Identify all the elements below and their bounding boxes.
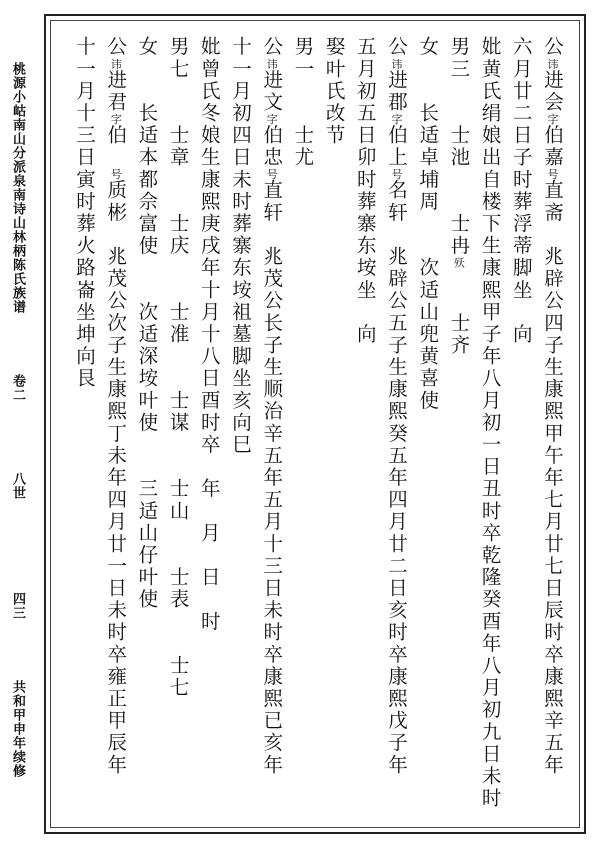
text-column	[290, 36, 314, 826]
text-column	[259, 36, 283, 826]
text-segment: 公	[260, 36, 284, 59]
text-column	[228, 36, 252, 826]
annotation-mark: 字	[109, 113, 123, 125]
text-segment: 娶叶氏改节	[322, 36, 346, 147]
annotation-mark: 字	[265, 113, 279, 125]
text-segment: 直轩 兆茂公长子生顺治辛五年五月十三日未时卒康熙已亥年	[260, 179, 284, 777]
text-segment: 女 长适卓埔周 次适山兜黄喜使	[416, 36, 440, 412]
text-segment: 直斋 兆辟公四子生康熙甲午年七月廿七日辰时卒康熙辛五年	[541, 179, 564, 777]
text-segment: 男一 士尤	[291, 36, 315, 169]
text-column	[509, 36, 533, 826]
text-column	[166, 36, 190, 826]
book-title: 桃源小岵南山分派泉南诗山林柄陈氏族谱	[10, 62, 25, 314]
text-column	[103, 36, 127, 826]
text-segment: 士齐	[447, 268, 471, 357]
annotation-mark: 讳	[109, 58, 123, 70]
annotation-mark: 号	[265, 168, 279, 180]
text-column	[353, 36, 377, 826]
text-segment: 妣曾氏冬娘生康熙庚戌年十月十八日酉时卒 年 月 日 时	[197, 36, 221, 633]
text-segment: 男七 士章 士庆 士准 士谋 士山 士表 士七	[166, 36, 190, 699]
text-column	[540, 36, 564, 826]
annotation-mark: 讳	[546, 58, 559, 70]
page-number: 四三	[10, 592, 25, 620]
annotation-mark: 殀	[452, 257, 466, 268]
text-segment: 公	[104, 36, 128, 59]
text-segment: 十一月十三日寅时葬火路崙坐坤向艮	[73, 36, 96, 390]
text-column	[446, 36, 470, 826]
text-segment: 进文	[260, 69, 284, 114]
text-segment: 公	[385, 36, 408, 59]
text-segment: 妣黄氏绢娘出自楼下生康熙甲子年八月初一日丑时卒乾隆癸酉年八月初九日未时	[478, 36, 502, 810]
text-column	[415, 36, 439, 826]
annotation-mark: 字	[390, 113, 403, 125]
text-segment: 进郡	[385, 69, 408, 114]
text-segment: 女 长适本都佘富使 次适深垵叶使 三适山仔叶使	[135, 36, 159, 611]
text-segment: 六月廿二日子时葬浮蒂脚坐 向	[509, 36, 533, 346]
text-segment: 男三 士池 士冉	[447, 36, 471, 257]
text-column	[197, 36, 221, 826]
annotation-mark: 号	[546, 168, 559, 180]
text-segment: 伯嘉	[541, 124, 564, 169]
text-segment: 伯上	[385, 124, 408, 169]
text-segment: 伯	[104, 124, 128, 169]
annotation-mark: 号	[109, 168, 123, 180]
text-segment: 进会	[541, 69, 564, 114]
text-segment: 五月初五日卯时葬寨东垵坐 向	[353, 36, 377, 346]
text-column	[134, 36, 158, 826]
volume-label: 卷二	[10, 374, 25, 402]
text-segment: 公	[541, 36, 564, 59]
annotation-mark: 号	[390, 168, 403, 180]
text-segment: 伯忠	[260, 124, 284, 169]
text-column	[72, 36, 96, 826]
annotation-mark: 讳	[265, 58, 279, 70]
text-segment: 名轩 兆辟公五子生康熙癸五年四月廿二日亥时卒康熙戊子年	[385, 179, 408, 777]
text-column	[322, 36, 346, 826]
annotation-mark: 讳	[390, 58, 403, 70]
text-column	[384, 36, 408, 826]
annotation-mark: 字	[546, 113, 559, 125]
generation-label: 八世	[10, 472, 25, 500]
text-segment: 十一月初四日未时葬寨东垵祖墓脚坐亥向巳	[229, 36, 252, 456]
text-segment: 进君	[104, 69, 128, 114]
text-column	[478, 36, 502, 826]
text-segment: 质彬 兆茂公次子生康熙丁未年四月廿一日未时卒雍正甲辰年	[104, 179, 128, 777]
edition-label: 共和甲申年续修	[10, 680, 25, 778]
